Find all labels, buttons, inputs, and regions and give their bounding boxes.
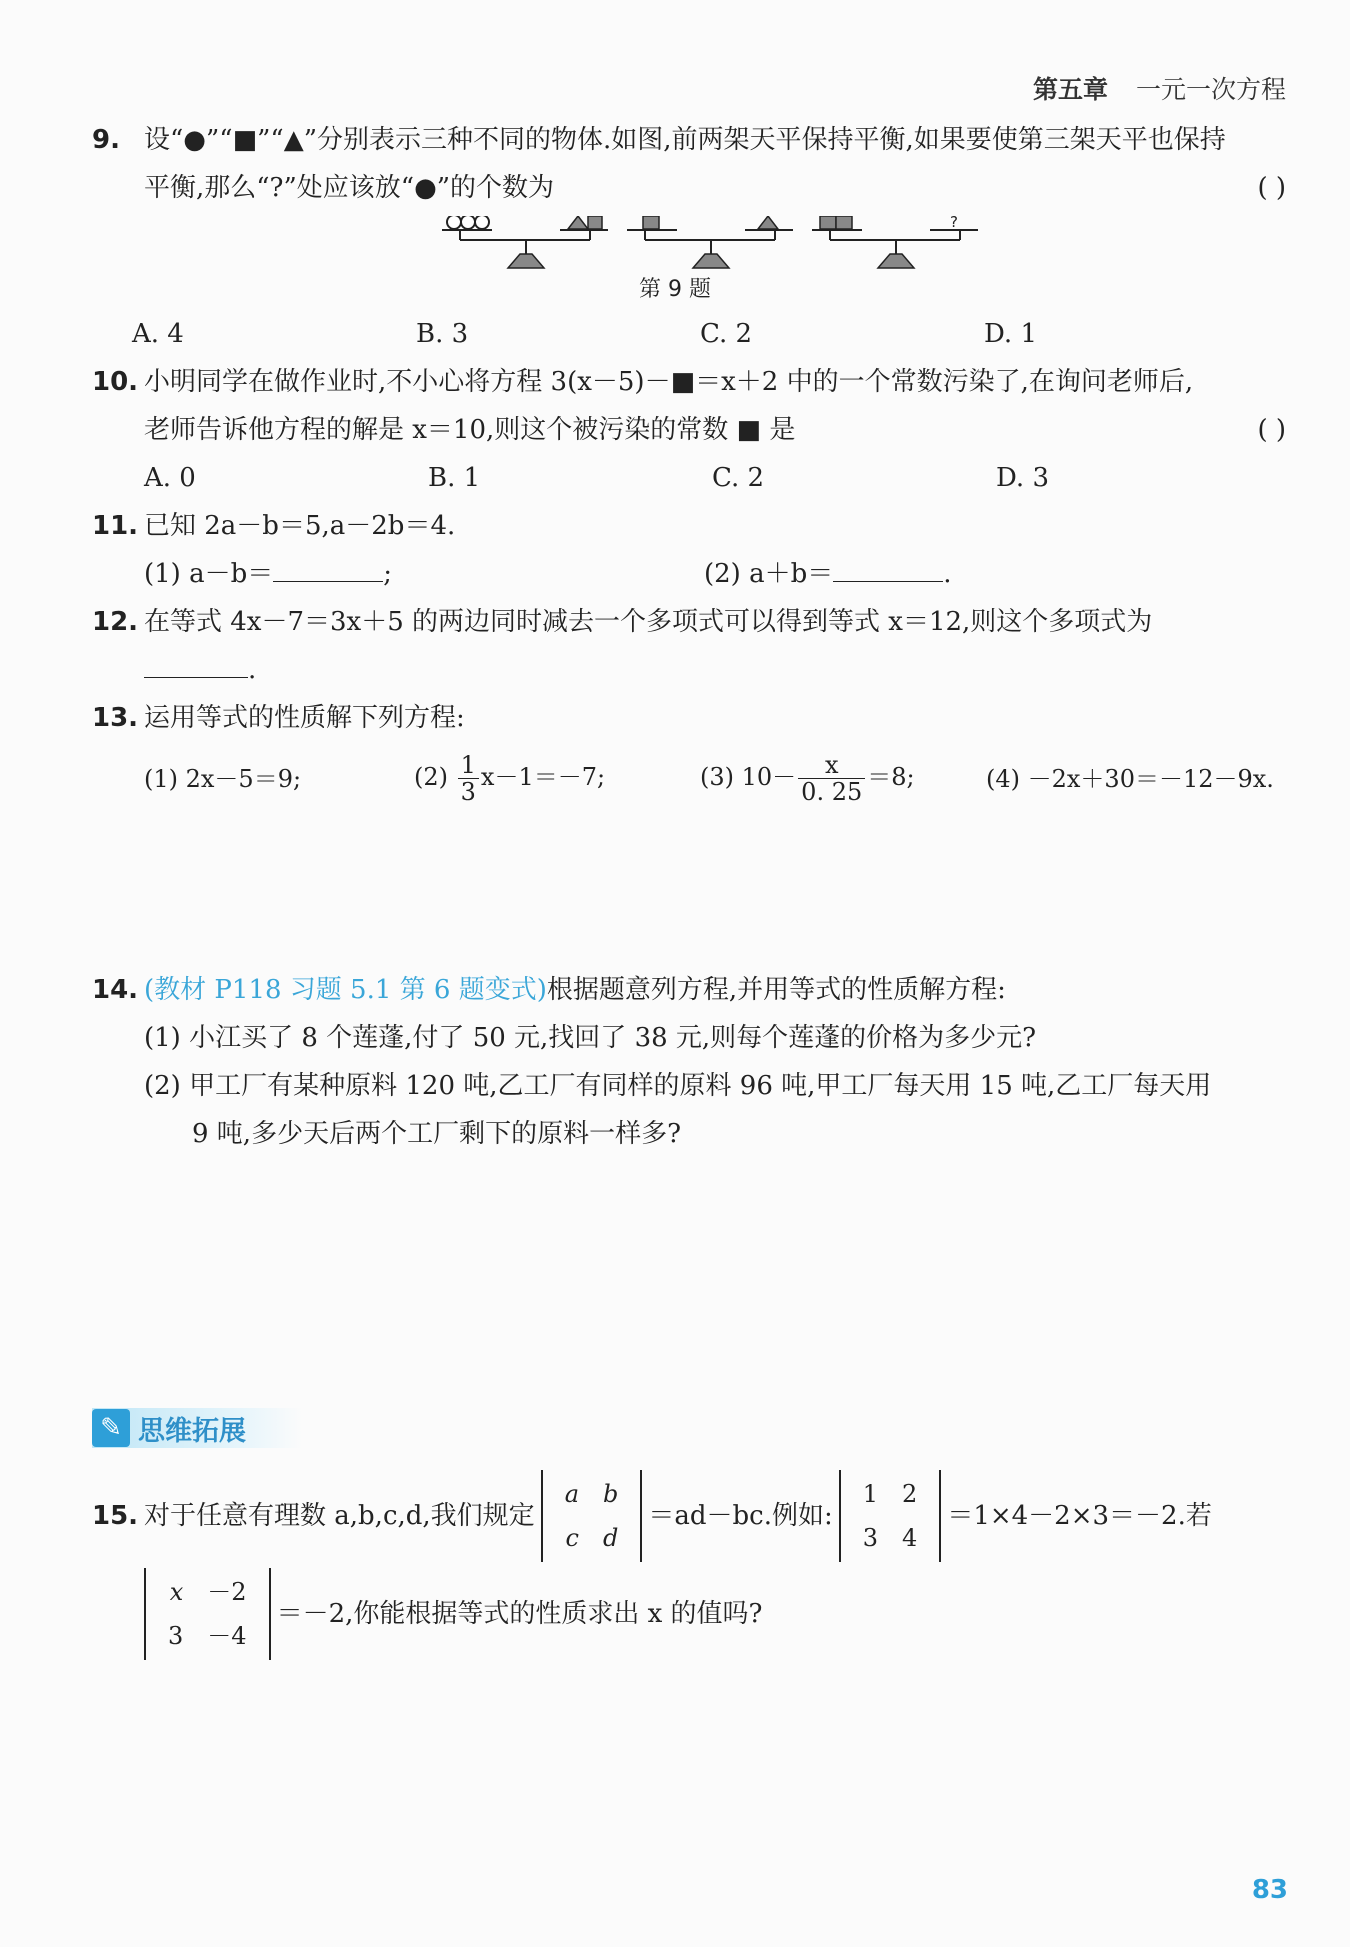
- question-number: 11.: [92, 511, 139, 541]
- question-15: [92, 1470, 1286, 1660]
- question-text: 根据题意列方程,并用等式的性质解方程:: [546, 975, 1006, 1005]
- option-b: B. 1: [428, 463, 481, 493]
- answer-blank-1: [273, 555, 383, 582]
- part-2: [414, 752, 700, 805]
- option-c: C. 2: [712, 463, 765, 493]
- part-4: (4) －2x＋30＝－12－9x.: [986, 764, 1274, 793]
- question-number: 13.: [92, 703, 139, 733]
- option-a: A. 0: [144, 463, 196, 493]
- part-2-text: x－1＝－7;: [480, 763, 606, 791]
- det-cell: 2: [902, 1480, 918, 1508]
- fraction-denominator: 0. 25: [801, 778, 863, 806]
- answer-blank-2: [833, 555, 943, 582]
- det-cell: 1: [862, 1480, 879, 1508]
- section-banner: [92, 1408, 302, 1448]
- option-c: C. 2: [700, 319, 753, 349]
- fraction-denominator: 3: [460, 778, 476, 806]
- question-10: [92, 358, 1286, 502]
- chapter-title: 一元一次方程: [1135, 75, 1286, 104]
- part-2-line-1: (2) 甲工厂有某种原料 120 吨,乙工厂有同样的原料 96 吨,甲工厂每天用 15 吨,乙工厂每天用: [144, 1071, 1212, 1101]
- question-number: 10.: [92, 367, 139, 397]
- balance-scale-3: [812, 216, 978, 268]
- answer-blank: [144, 651, 248, 678]
- option-b: B. 3: [416, 319, 469, 349]
- part-3-label: (3) 10－: [700, 763, 797, 791]
- question-9-options: [92, 310, 1286, 358]
- question-text: 老师告诉他方程的解是 x＝10,则这个被污染的常数 ■ 是: [144, 415, 796, 445]
- page-number: 83: [1251, 1875, 1288, 1905]
- figure-caption: 第 9 题: [639, 277, 711, 302]
- chapter-header: [1033, 70, 1286, 106]
- part-3-text: ＝8;: [867, 763, 915, 791]
- section-title: 思维拓展: [138, 1415, 246, 1447]
- question-text: ＝1×4－2×3＝－2.若: [947, 1501, 1212, 1531]
- question-text: ＝ad－bc.例如:: [648, 1501, 833, 1531]
- option-d: D. 3: [996, 463, 1049, 493]
- balance-scales-figure: [440, 216, 980, 272]
- determinant-example: [839, 1470, 942, 1562]
- question-text: 平衡,那么“?”处应该放“●”的个数为: [144, 173, 555, 203]
- part-1-end: ;: [383, 559, 393, 589]
- det-cell: c: [565, 1524, 579, 1552]
- det-cell: d: [603, 1524, 619, 1552]
- det-cell: b: [603, 1480, 619, 1508]
- question-number: 15.: [92, 1501, 139, 1531]
- part-2-end: .: [943, 559, 952, 589]
- question-text: 对于任意有理数 a,b,c,d,我们规定: [144, 1501, 535, 1531]
- option-a: A. 4: [132, 319, 184, 349]
- answer-paren: ( ): [1257, 173, 1286, 203]
- question-text-end: .: [248, 655, 257, 685]
- question-14: [92, 966, 1286, 1158]
- question-text: 小明同学在做作业时,不小心将方程 3(x－5)－■＝x＋2 中的一个常数污染了,在询问老师后,: [144, 367, 1194, 397]
- fraction-numerator: 1: [458, 752, 479, 779]
- question-13: [92, 694, 1286, 805]
- fraction-numerator: x: [798, 752, 865, 779]
- part-2-label: (2): [414, 763, 448, 791]
- part-2-label: (2) a＋b＝: [704, 559, 834, 589]
- det-cell: 3: [168, 1622, 184, 1650]
- balance-scale-1: [442, 216, 608, 268]
- part-1-label: (1) a－b＝: [144, 559, 274, 589]
- determinant-given: [144, 1568, 271, 1660]
- question-12: [92, 598, 1286, 694]
- part-1: (1) 小江买了 8 个莲蓬,付了 50 元,找回了 38 元,则每个莲蓬的价格为多少元?: [144, 1023, 1037, 1053]
- question-text: ＝－2,你能根据等式的性质求出 x 的值吗?: [276, 1599, 763, 1629]
- det-cell: x: [169, 1578, 184, 1606]
- question-number: 14.: [92, 975, 139, 1005]
- textbook-source: (教材 P118 习题 5.1 第 6 题变式): [144, 975, 547, 1005]
- option-d: D. 1: [984, 319, 1037, 349]
- fraction-one-third: [458, 752, 479, 805]
- part-1: (1) 2x－5＝9;: [144, 764, 302, 793]
- question-11: [92, 502, 1286, 598]
- question-text: 已知 2a－b＝5,a－2b＝4.: [144, 511, 456, 541]
- fraction-x-over: [798, 752, 865, 805]
- det-cell: －2: [207, 1578, 247, 1606]
- balance-scale-2: [627, 216, 793, 268]
- determinant-definition: [541, 1470, 643, 1562]
- det-cell: a: [564, 1480, 579, 1508]
- question-text: 设“●”“■”“▲”分别表示三种不同的物体.如图,前两架天平保持平衡,如果要使第三架天平也保持: [144, 125, 1226, 155]
- part-2-line-2: 9 吨,多少天后两个工厂剩下的原料一样多?: [192, 1119, 682, 1149]
- question-number: 12.: [92, 607, 139, 637]
- det-cell: 3: [862, 1524, 879, 1552]
- det-cell: 4: [902, 1524, 918, 1552]
- question-number: 9.: [92, 125, 120, 155]
- unknown-mark: ?: [950, 216, 958, 231]
- pencil-note-icon: ✎: [92, 1409, 130, 1447]
- answer-paren: ( ): [1257, 415, 1286, 445]
- question-9: [92, 116, 1286, 212]
- det-cell: －4: [207, 1622, 247, 1650]
- question-text: 运用等式的性质解下列方程:: [144, 703, 465, 733]
- part-3: [700, 752, 986, 805]
- question-text: 在等式 4x－7＝3x＋5 的两边同时减去一个多项式可以得到等式 x＝12,则这个多项式为: [144, 607, 1153, 637]
- chapter-number: 第五章: [1032, 75, 1108, 104]
